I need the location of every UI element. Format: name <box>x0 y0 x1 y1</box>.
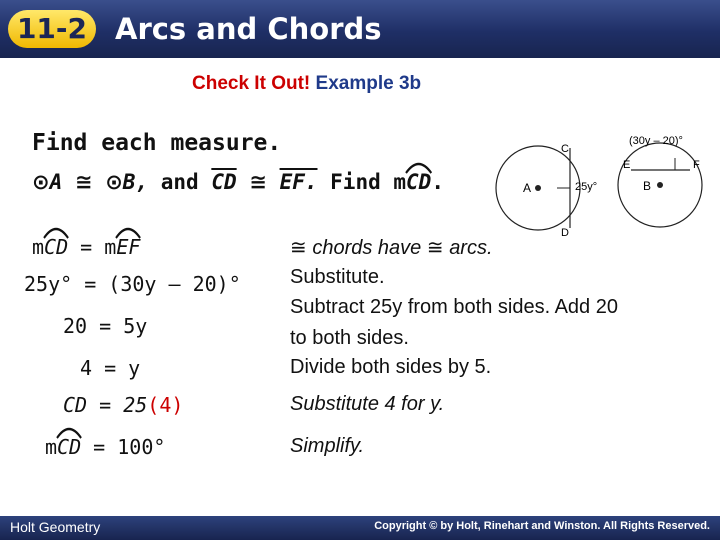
subtitle-check-it-out: Check It Out! <box>192 73 311 94</box>
figure-point-b: B <box>643 179 652 193</box>
step-6-rest: = 100° <box>81 435 166 459</box>
reason-2: Substitute. <box>290 266 385 288</box>
given-circle-a: A <box>49 170 63 194</box>
center-a <box>535 185 541 191</box>
step-2: 25y° = (30y – 20)° <box>24 272 241 296</box>
circle-symbol-icon: ⊙ <box>32 170 50 194</box>
reason-3b: to both sides. <box>290 327 409 349</box>
congruent-symbol-icon: ≅ <box>249 170 267 194</box>
figure-point-c: C <box>561 143 569 155</box>
subtitle-example: Example 3b <box>315 73 422 94</box>
congruent-symbol-icon: ≅ <box>74 170 93 194</box>
given-chord-2: EF. <box>279 170 318 194</box>
step-6 <box>45 435 165 459</box>
step-1-mid: = m <box>68 235 117 259</box>
footer-publisher: Holt Geometry <box>10 519 101 535</box>
slide-subtitle <box>192 73 421 95</box>
figure-point-d: D <box>561 227 569 239</box>
step-5 <box>63 393 183 417</box>
reason-1-text: chords have <box>312 237 422 259</box>
step-6-arc-label: CD <box>57 435 82 459</box>
figure-point-e: E <box>623 159 631 171</box>
reason-1 <box>290 235 493 260</box>
figure-point-f: F <box>693 159 700 171</box>
arc-mark-icon <box>44 226 68 238</box>
center-b <box>657 182 663 188</box>
reason-5: Substitute 4 for y. <box>290 393 445 415</box>
arc-mark-icon <box>116 226 140 238</box>
figure-point-a: A <box>523 181 532 195</box>
step-1-arc-left <box>44 235 68 259</box>
step-1-arc-right <box>116 235 140 259</box>
prompt-text: Find each measure. <box>32 130 282 156</box>
step-5-b: (4) <box>147 393 184 417</box>
reason-1-end: arcs. <box>449 237 493 259</box>
step-5-a: CD = 25 <box>63 393 148 417</box>
given-period: . <box>431 170 444 194</box>
figure-two-circles <box>495 130 715 240</box>
arc-mark-icon <box>406 161 431 173</box>
step-1-arc-left-label: CD <box>44 235 69 259</box>
step-1-m: m <box>32 235 45 259</box>
step-6-m: m <box>45 435 58 459</box>
reason-4: Divide both sides by 5. <box>290 356 492 378</box>
footer-copyright: Copyright © by Holt, Rinehart and Winston. All Rights Reserved. <box>374 520 710 532</box>
given-chord-1: $\overline{CD}$ <box>211 170 237 194</box>
congruent-symbol-icon: ≅ <box>426 235 444 259</box>
given-find: Find m <box>330 170 407 194</box>
given-arc <box>406 170 431 194</box>
reason-3a: Subtract 25y from both sides. Add 20 <box>290 296 618 318</box>
given-statement <box>32 170 444 194</box>
step-3: 20 = 5y <box>63 314 148 338</box>
given-circle-b: B, <box>122 170 149 194</box>
step-1 <box>32 235 140 259</box>
lesson-number: 11-2 <box>16 12 88 45</box>
step-1-arc-right-label: EF <box>116 235 141 259</box>
step-6-arc <box>57 435 81 459</box>
congruent-symbol-icon: ≅ <box>290 235 307 259</box>
figure-expression: (30y – 20)° <box>629 135 683 147</box>
figure-angle: 25y° <box>575 181 598 193</box>
lesson-title: Arcs and Chords <box>115 12 382 46</box>
arc-mark-icon <box>57 426 81 438</box>
circle-symbol-icon: ⊙ <box>105 170 123 194</box>
given-and: and <box>160 170 199 194</box>
given-arc-label: CD <box>406 170 432 194</box>
step-4: 4 = y <box>80 356 141 380</box>
reason-6: Simplify. <box>290 435 365 457</box>
